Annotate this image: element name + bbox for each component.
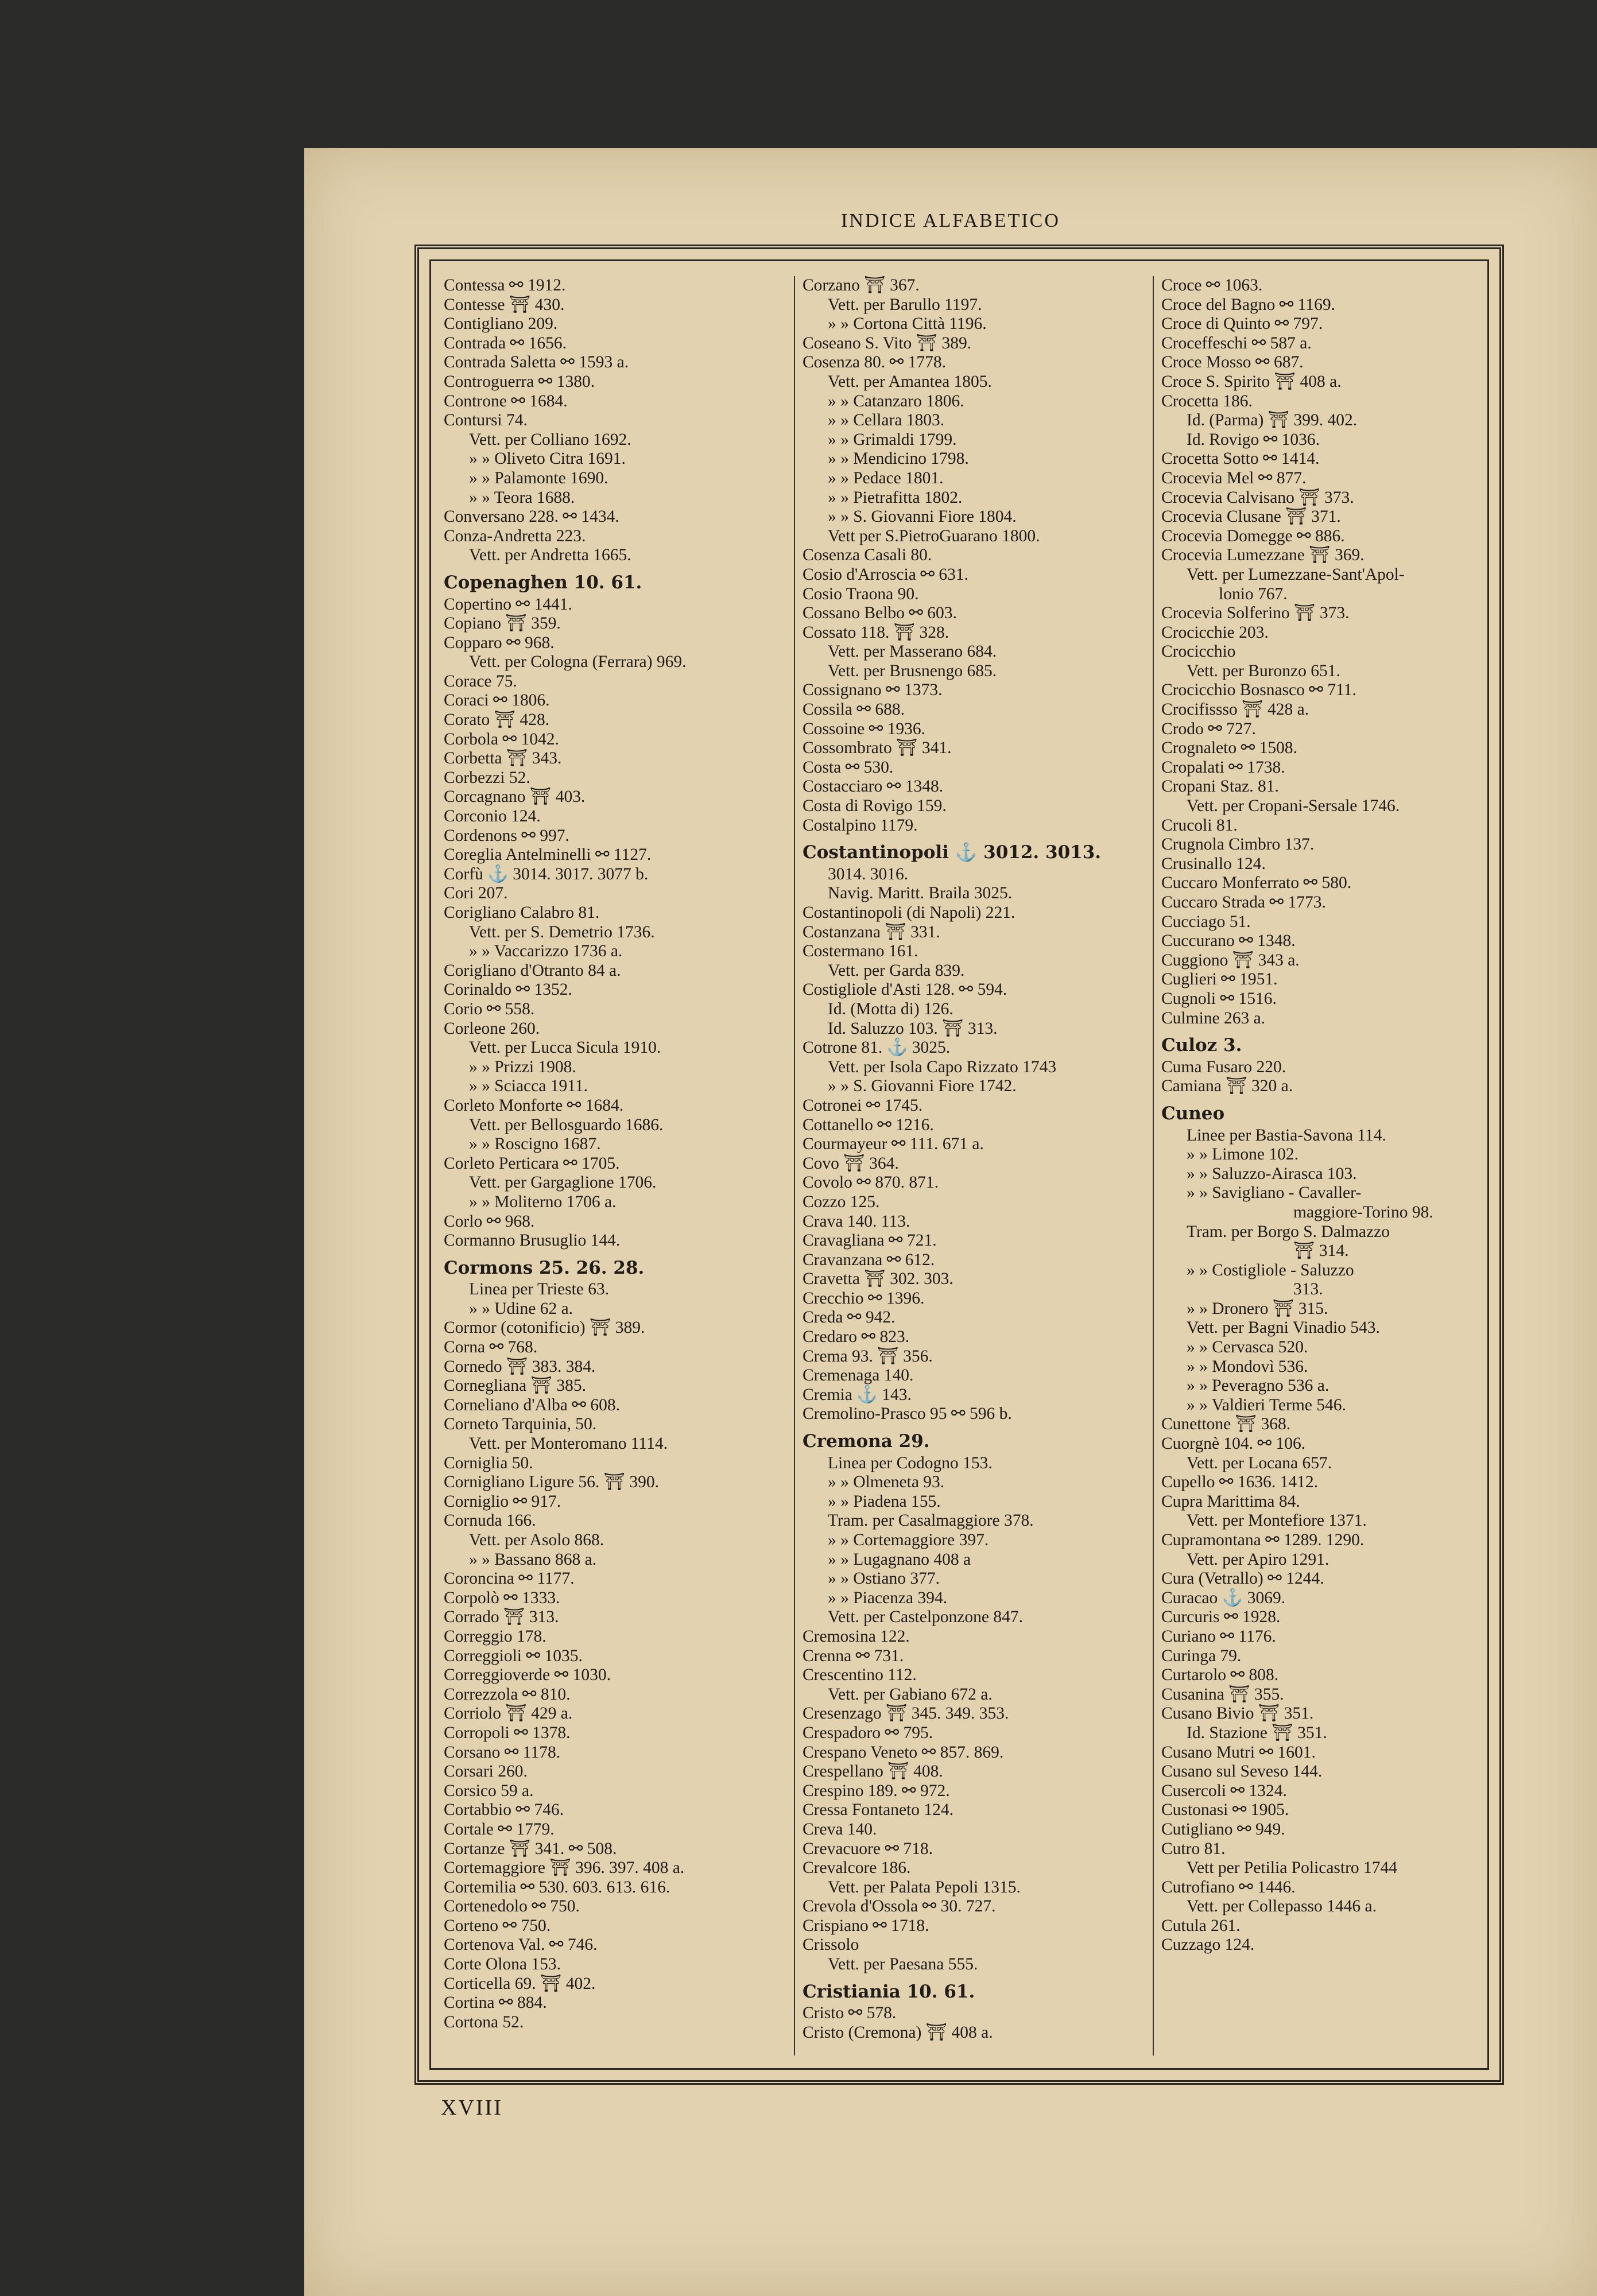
index-entry: Id. Rovigo ⚯ 1036. [1187,430,1320,449]
index-entry: Vett per S.PietroGuarano 1800. [828,526,1040,545]
index-entry: Costantinopoli (di Napoli) 221. [803,903,1015,922]
index-entry: Cortina ⚯ 884. [444,1994,547,2012]
index-entry: Cristo (Cremona) ⛩ 408 a. [803,2023,993,2042]
index-entry: Cornedo ⛩ 383. 384. [444,1357,596,1376]
index-entry: Cossila ⚯ 688. [803,700,905,719]
index-entry: » » S. Giovanni Fiore 1804. [828,507,1017,526]
index-entry: Contrada ⚯ 1656. [444,333,567,352]
index-entry: Crocicchio [1161,642,1236,661]
index-entry: Corteno ⚯ 750. [444,1916,551,1935]
index-entry: Crespadoro ⚯ 795. [803,1723,933,1742]
index-entry: Cozzo 125. [803,1192,880,1211]
index-entry: Linea per Codogno 153. [828,1453,993,1472]
index-entry: Crespano Veneto ⚯ 857. 869. [803,1743,1004,1762]
index-entry: Crognaleto ⚯ 1508. [1161,739,1297,758]
index-entry: Cupra Marittima 84. [1161,1492,1300,1511]
index-entry: Corigliano Calabro 81. [444,903,600,922]
index-entry: Vett. per Bagni Vinadio 543. [1187,1318,1380,1337]
index-heading: Cremona 29. [803,1431,930,1452]
index-entry: Contesse ⛩ 430. [444,295,565,314]
index-entry: Copparo ⚯ 968. [444,633,555,652]
index-entry: » » Saluzzo-Airasca 103. [1187,1164,1357,1183]
index-heading: Copenaghen 10. 61. [444,572,642,593]
index-frame [414,245,1504,2085]
index-entry: Cuorgnè 104. ⚯ 106. [1161,1434,1306,1453]
index-entry: » » Bassano 868 a. [469,1550,597,1569]
index-entry: » » Sciacca 1911. [469,1077,588,1096]
index-entry: Conversano 228. ⚯ 1434. [444,507,619,526]
index-entry: 313. [1293,1280,1323,1299]
index-entry: Crevalcore 186. [803,1859,911,1878]
index-entry: Costa ⚯ 530. [803,758,894,777]
index-entry: » » Cellara 1803. [828,411,945,430]
index-entry: Cunettone ⛩ 368. [1161,1415,1291,1434]
index-entry: Cosio d'Arroscia ⚯ 631. [803,565,968,584]
index-entry: Custonasi ⚯ 1905. [1161,1801,1289,1820]
index-entry: Cottanello ⚯ 1216. [803,1115,934,1134]
index-entry: Crevola d'Ossola ⚯ 30. 727. [803,1897,996,1916]
index-entry: Corato ⛩ 428. [444,711,550,730]
index-entry: Croce Mosso ⚯ 687. [1161,353,1304,372]
index-entry: Cortona 52. [444,2012,524,2031]
index-entry: Cormanno Brusuglio 144. [444,1231,621,1250]
index-entry: Cordenons ⚯ 997. [444,826,569,845]
index-entry: Id. Saluzzo 103. ⛩ 313. [828,1019,998,1038]
index-entry: Id. Stazione ⛩ 351. [1187,1723,1327,1742]
index-entry: Cornuda 166. [444,1511,536,1530]
index-entry: Corriolo ⛩ 429 a. [444,1704,573,1723]
index-entry: Contessa ⚯ 1912. [444,276,566,294]
index-entry: Creva 140. [803,1820,877,1839]
index-entry: Correzzola ⚯ 810. [444,1685,571,1704]
index-entry: Coroncina ⚯ 1177. [444,1569,575,1588]
index-entry: Cossignano ⚯ 1373. [803,681,943,700]
index-entry: maggiore-Torino 98. [1293,1203,1433,1221]
index-entry: » » Catanzaro 1806. [828,391,964,410]
index-heading: Costantinopoli ⚓ 3012. 3013. [803,842,1102,863]
index-entry: Corigliano d'Otranto 84 a. [444,961,621,980]
index-entry: Cotrone 81. ⚓ 3025. [803,1038,951,1057]
index-entry: Navig. Maritt. Braila 3025. [828,884,1013,903]
index-entry: Cusano Mutri ⚯ 1601. [1161,1743,1316,1762]
index-entry: Vett. per Gargaglione 1706. [469,1173,657,1192]
index-entry: Cusanina ⛩ 355. [1161,1685,1284,1704]
index-entry: Corbezzi 52. [444,768,530,787]
index-entry: Corniglio ⚯ 917. [444,1492,561,1511]
index-entry: Covo ⛩ 364. [803,1154,899,1173]
index-entry: Vett. per Bellosguardo 1686. [469,1115,664,1134]
index-entry: Vett per Petilia Policastro 1744 [1187,1859,1398,1878]
index-entry: Costigliole d'Asti 128. ⚯ 594. [803,980,1007,999]
index-entry: Vett. per Isola Capo Rizzato 1743 [828,1057,1057,1076]
index-entry: » » Limone 102. [1187,1145,1299,1164]
index-entry: Cuma Fusaro 220. [1161,1057,1286,1076]
index-entry: Cortenova Val. ⚯ 746. [444,1936,598,1954]
index-entry: Cutro 81. [1161,1839,1226,1858]
index-entry: Corzano ⛩ 367. [803,276,920,294]
index-entry: Cropalati ⚯ 1738. [1161,758,1285,777]
index-entry: Copiano ⛩ 359. [444,614,561,633]
index-entry: » » Mondovì 536. [1187,1357,1308,1376]
index-entry: lonio 767. [1219,584,1288,603]
page-number: XVIII [441,2096,503,2120]
index-entry: » » Dronero ⛩ 315. [1187,1299,1328,1318]
index-entry: Vett. per Andretta 1665. [469,546,631,565]
index-entry: Cutrofiano ⚯ 1446. [1161,1878,1296,1896]
index-entry: Cormor (cotonificio) ⛩ 389. [444,1318,645,1337]
index-entry: Costanzana ⛩ 331. [803,922,940,941]
index-entry: » » S. Giovanni Fiore 1742. [828,1077,1017,1096]
index-entry: Crocicchie 203. [1161,623,1269,642]
index-entry: Corte Olona 153. [444,1955,561,1974]
index-entry: Corio ⚯ 558. [444,999,535,1018]
index-entry: Crucoli 81. [1161,816,1238,835]
index-entry: Cravanzana ⚯ 612. [803,1250,935,1269]
index-entry: Curinga 79. [1161,1646,1242,1665]
index-entry: Cristo ⚯ 578. [803,2004,897,2023]
index-entry: Cortemaggiore ⛩ 396. 397. 408 a. [444,1859,685,1878]
index-entry: » » Pietrafitta 1802. [828,488,963,507]
index-entry: Cura (Vetrallo) ⚯ 1244. [1161,1569,1324,1588]
index-entry: Id. (Parma) ⛩ 399. 402. [1187,411,1358,430]
index-column-2 [803,276,1145,2055]
index-entry: Vett. per Collepasso 1446 a. [1187,1897,1377,1916]
index-entry: » » Piadena 155. [828,1492,941,1511]
index-entry: Corbetta ⛩ 343. [444,749,562,768]
index-entry: Crusinallo 124. [1161,854,1266,873]
index-entry: » » Vaccarizzo 1736 a. [469,942,623,961]
index-entry: Cosio Traona 90. [803,584,919,603]
index-entry: Crocevia Mel ⚯ 877. [1161,468,1307,487]
index-entry: Croce S. Spirito ⛩ 408 a. [1161,372,1342,391]
index-entry: Cosenza Casali 80. [803,546,932,565]
index-entry: Controguerra ⚯ 1380. [444,372,595,391]
index-entry: Costalpino 1179. [803,816,918,835]
index-entry: Vett. per Locana 657. [1187,1453,1332,1472]
index-entry: Croce del Bagno ⚯ 1169. [1161,295,1335,314]
index-entry: Crocicchio Bosnasco ⚯ 711. [1161,681,1356,700]
index-entry: Cugnoli ⚯ 1516. [1161,989,1277,1008]
index-entry: Cusano Bivio ⛩ 351. [1161,1704,1314,1723]
index-entry: Croce ⚯ 1063. [1161,276,1263,294]
index-entry: » » Cervasca 520. [1187,1338,1308,1357]
index-entry: Crespellano ⛩ 408. [803,1762,943,1781]
index-entry: Vett. per S. Demetrio 1736. [469,922,655,941]
index-entry: » » Ostiano 377. [828,1569,940,1588]
index-entry: Vett. per Lucca Sicula 1910. [469,1038,661,1057]
index-entry: Tram. per Borgo S. Dalmazzo [1187,1222,1390,1241]
index-entry: Corrado ⛩ 313. [444,1608,559,1627]
index-entry: Vett. per Buronzo 651. [1187,661,1340,680]
index-entry: Vett. per Colliano 1692. [469,430,631,449]
index-entry: Camiana ⛩ 320 a. [1161,1077,1293,1096]
index-entry: Corropoli ⚯ 1378. [444,1723,571,1742]
index-heading: Culoz 3. [1161,1035,1242,1056]
index-entry: Crocetta Sotto ⚯ 1414. [1161,449,1320,468]
index-entry: Cremia ⚓ 143. [803,1385,912,1404]
index-entry: Covolo ⚯ 870. 871. [803,1173,939,1192]
index-entry: Vett. per Apiro 1291. [1187,1550,1329,1569]
index-entry: Crodo ⚯ 727. [1161,719,1256,738]
index-entry: » » Piacenza 394. [828,1588,948,1607]
index-entry: Crocevia Calvisano ⛩ 373. [1161,488,1354,507]
index-entry: Linee per Bastia-Savona 114. [1187,1126,1386,1145]
index-entry: Vett. per Cologna (Ferrara) 969. [469,653,687,672]
index-entry: Cupramontana ⚯ 1289. 1290. [1161,1531,1365,1549]
index-entry: ⛩ 314. [1293,1242,1349,1261]
index-entry: » » Olmeneta 93. [828,1473,945,1492]
index-entry: » » Valdieri Terme 546. [1187,1395,1346,1414]
index-entry: Contrada Saletta ⚯ 1593 a. [444,353,629,372]
index-entry: Curiano ⚯ 1176. [1161,1627,1276,1646]
index-heading: Cristiania 10. 61. [803,1981,975,2002]
index-entry: Crenna ⚯ 731. [803,1646,904,1665]
index-entry: Correggioverde ⚯ 1030. [444,1666,611,1685]
index-entry: Cuccurano ⚯ 1348. [1161,932,1296,951]
index-entry: Cossano Belbo ⚯ 603. [803,604,957,623]
index-entry: Corpolò ⚯ 1333. [444,1588,560,1607]
index-entry: Cremosina 122. [803,1627,910,1646]
index-entry: » » Grimaldi 1799. [828,430,957,449]
index-heading: Cuneo [1161,1103,1225,1124]
index-entry: Coseano S. Vito ⛩ 389. [803,333,972,352]
index-entry: Corace 75. [444,672,517,691]
index-entry: Crecchio ⚯ 1396. [803,1289,925,1308]
index-entry: Corcagnano ⛩ 403. [444,788,586,806]
index-entry: Vett. per Asolo 868. [469,1531,604,1549]
index-entry: Costa di Rovigo 159. [803,797,947,816]
index-entry: Cremolino-Prasco 95 ⚯ 596 b. [803,1405,1012,1424]
index-entry: Coreglia Antelminelli ⚯ 1127. [444,846,652,864]
index-entry: Vett. per Barullo 1197. [828,295,982,314]
index-entry: » » Teora 1688. [469,488,575,507]
index-entry: Costermano 161. [803,942,918,961]
index-entry: Crugnola Cimbro 137. [1161,835,1315,854]
index-entry: Crocifissso ⛩ 428 a. [1161,700,1309,719]
column-divider [1153,276,1154,2055]
index-entry: » » Mendicino 1798. [828,449,969,468]
page-title: INDICE ALFABETICO [841,210,1060,231]
index-column-1 [444,276,786,2055]
index-entry: Culmine 263 a. [1161,1009,1266,1027]
index-inner-border [429,259,1489,2070]
index-entry: Crevacuore ⚯ 718. [803,1839,933,1858]
index-column-3 [1161,276,1503,2055]
index-entry: Croceffeschi ⚯ 587 a. [1161,333,1312,352]
index-entry: Cuglieri ⚯ 1951. [1161,970,1278,989]
index-entry: Cravagliana ⚯ 721. [803,1231,937,1250]
index-entry: Cornegliana ⛩ 385. [444,1376,586,1395]
index-entry: Vett. per Gabiano 672 a. [828,1685,993,1704]
index-entry: Crissolo [803,1936,859,1954]
index-entry: » » Cortemaggiore 397. [828,1531,989,1549]
index-entry: Cusano sul Seveso 144. [1161,1762,1323,1781]
index-entry: Cutigliano ⚯ 949. [1161,1820,1285,1839]
index-entry: Corna ⚯ 768. [444,1338,538,1357]
column-divider [794,276,795,2055]
index-entry: Cusercoli ⚯ 1324. [1161,1781,1287,1800]
index-entry: Corinaldo ⚯ 1352. [444,980,572,999]
index-entry: » » Savigliano - Cavaller- [1187,1184,1362,1203]
index-entry: » » Lugagnano 408 a [828,1550,971,1569]
index-entry: Vett. per Paesana 555. [828,1955,978,1974]
index-entry: » » Prizzi 1908. [469,1057,576,1076]
index-entry: » » Palamonte 1690. [469,468,608,487]
index-entry: Cropani Staz. 81. [1161,777,1279,796]
index-entry: Cortale ⚯ 1779. [444,1820,555,1839]
index-entry: Cortanze ⛩ 341. ⚯ 508. [444,1839,617,1858]
index-entry: Cosenza 80. ⚯ 1778. [803,353,947,372]
index-entry: Cucciago 51. [1161,912,1251,931]
index-entry: Crocetta 186. [1161,391,1253,410]
index-entry: Cresenzago ⛩ 345. 349. 353. [803,1704,1009,1723]
index-entry: Creda ⚯ 942. [803,1308,896,1327]
index-entry: Vett. per Brusnengo 685. [828,661,997,680]
index-entry: Corleto Perticara ⚯ 1705. [444,1154,620,1173]
index-entry: » » Udine 62 a. [469,1299,573,1318]
index-heading: Cormons 25. 26. 28. [444,1257,645,1278]
index-entry: Cossoine ⚯ 1936. [803,719,926,738]
index-entry: Corneto Tarquinia, 50. [444,1415,597,1434]
index-entry: Conza-Andretta 223. [444,526,586,545]
index-entry: Vett. per Garda 839. [828,961,965,980]
index-entry: Crocevia Clusane ⛩ 371. [1161,507,1341,526]
index-entry: Vett. per Masserano 684. [828,642,997,661]
index-entry: » » Peveragno 536 a. [1187,1376,1329,1395]
index-entry: Vett. per Palata Pepoli 1315. [828,1878,1021,1896]
index-entry: Crocevia Solferino ⛩ 373. [1161,604,1350,623]
index-entry: Cutula 261. [1161,1916,1241,1935]
index-entry: Credaro ⚯ 823. [803,1328,910,1347]
index-entry: Corleone 260. [444,1019,540,1038]
index-entry: Corsico 59 a. [444,1781,534,1800]
scanned-page [304,148,1597,2296]
index-entry: Corleto Monforte ⚯ 1684. [444,1096,624,1115]
index-entry: Cuggiono ⛩ 343 a. [1161,951,1300,969]
index-entry: » » Costigliole - Saluzzo [1187,1261,1354,1279]
index-entry: Cotronei ⚯ 1745. [803,1096,923,1115]
index-entry: Corsari 260. [444,1762,528,1781]
index-entry: » » Cortona Città 1196. [828,315,987,333]
index-entry: Cuzzago 124. [1161,1936,1255,1954]
index-entry: Tram. per Casalmaggiore 378. [828,1511,1034,1530]
index-entry: » » Pedace 1801. [828,468,944,487]
index-entry: Cortenedolo ⚯ 750. [444,1897,580,1916]
index-entry: Crespino 189. ⚯ 972. [803,1781,950,1800]
index-entry: Croce di Quinto ⚯ 797. [1161,315,1323,333]
index-entry: Cornigliano Ligure 56. ⛩ 390. [444,1473,660,1492]
index-entry: Cossombrato ⛩ 341. [803,739,952,758]
index-entry: Correggioli ⚯ 1035. [444,1646,583,1665]
index-entry: Corfù ⚓ 3014. 3017. 3077 b. [444,864,649,883]
index-entry: Copertino ⚯ 1441. [444,595,572,614]
index-entry: Vett. per Castelponzone 847. [828,1608,1023,1627]
index-entry: Contursi 74. [444,411,528,430]
index-entry: 3014. 3016. [828,864,909,883]
index-entry: » » Roscigno 1687. [469,1135,601,1154]
index-entry: Corticella 69. ⛩ 402. [444,1974,596,1993]
index-entry: Corneliano d'Alba ⚯ 608. [444,1395,620,1414]
index-entry: Cuccaro Monferrato ⚯ 580. [1161,874,1352,893]
index-entry: Crocevia Domegge ⚯ 886. [1161,526,1345,545]
index-entry: Cressa Fontaneto 124. [803,1801,954,1820]
index-entry: Cupello ⚯ 1636. 1412. [1161,1473,1319,1492]
index-entry: Crema 93. ⛩ 356. [803,1347,933,1366]
index-entry: Vett. per Lumezzane-Sant'Apol- [1187,565,1405,584]
index-entry: Vett. per Cropani-Sersale 1746. [1187,797,1400,816]
index-entry: Vett. per Montefiore 1371. [1187,1511,1367,1530]
index-entry: Cravetta ⛩ 302. 303. [803,1270,953,1289]
index-entry: Curtarolo ⚯ 808. [1161,1666,1279,1685]
index-entry: Costacciaro ⚯ 1348. [803,777,944,796]
index-entry: Corbola ⚯ 1042. [444,730,559,748]
index-entry: Corniglia 50. [444,1453,533,1472]
index-entry: Cortemilia ⚯ 530. 603. 613. 616. [444,1878,670,1896]
index-entry: Corsano ⚯ 1178. [444,1743,561,1762]
index-entry: Curcuris ⚯ 1928. [1161,1608,1281,1627]
index-entry: Corconio 124. [444,807,541,826]
index-entry: Controne ⚯ 1684. [444,391,568,410]
index-entry: Curacao ⚓ 3069. [1161,1588,1286,1607]
index-entry: Vett. per Monteromano 1114. [469,1434,668,1453]
index-entry: Contigliano 209. [444,315,558,333]
index-entry: Coraci ⚯ 1806. [444,691,550,710]
index-entry: Id. (Motta di) 126. [828,999,953,1018]
index-entry: Crocevia Lumezzane ⛩ 369. [1161,546,1365,565]
index-entry: » » Moliterno 1706 a. [469,1192,617,1211]
index-entry: Cossato 118. ⛩ 328. [803,623,949,642]
index-entry: Crispiano ⚯ 1718. [803,1916,929,1935]
index-entry: Cori 207. [444,884,508,903]
index-entry: Cuccaro Strada ⚯ 1773. [1161,893,1326,912]
index-entry: Vett. per Amantea 1805. [828,372,992,391]
index-entry: Cortabbio ⚯ 746. [444,1801,564,1820]
index-entry: Correggio 178. [444,1627,546,1646]
index-entry: Crava 140. 113. [803,1212,910,1231]
index-entry: » » Oliveto Citra 1691. [469,449,626,468]
index-entry: Corlo ⚯ 968. [444,1212,535,1231]
index-entry: Cremenaga 140. [803,1366,914,1385]
index-entry: Courmayeur ⚯ 111. 671 a. [803,1135,984,1154]
index-entry: Crescentino 112. [803,1666,917,1685]
index-entry: Linea per Trieste 63. [469,1280,610,1299]
